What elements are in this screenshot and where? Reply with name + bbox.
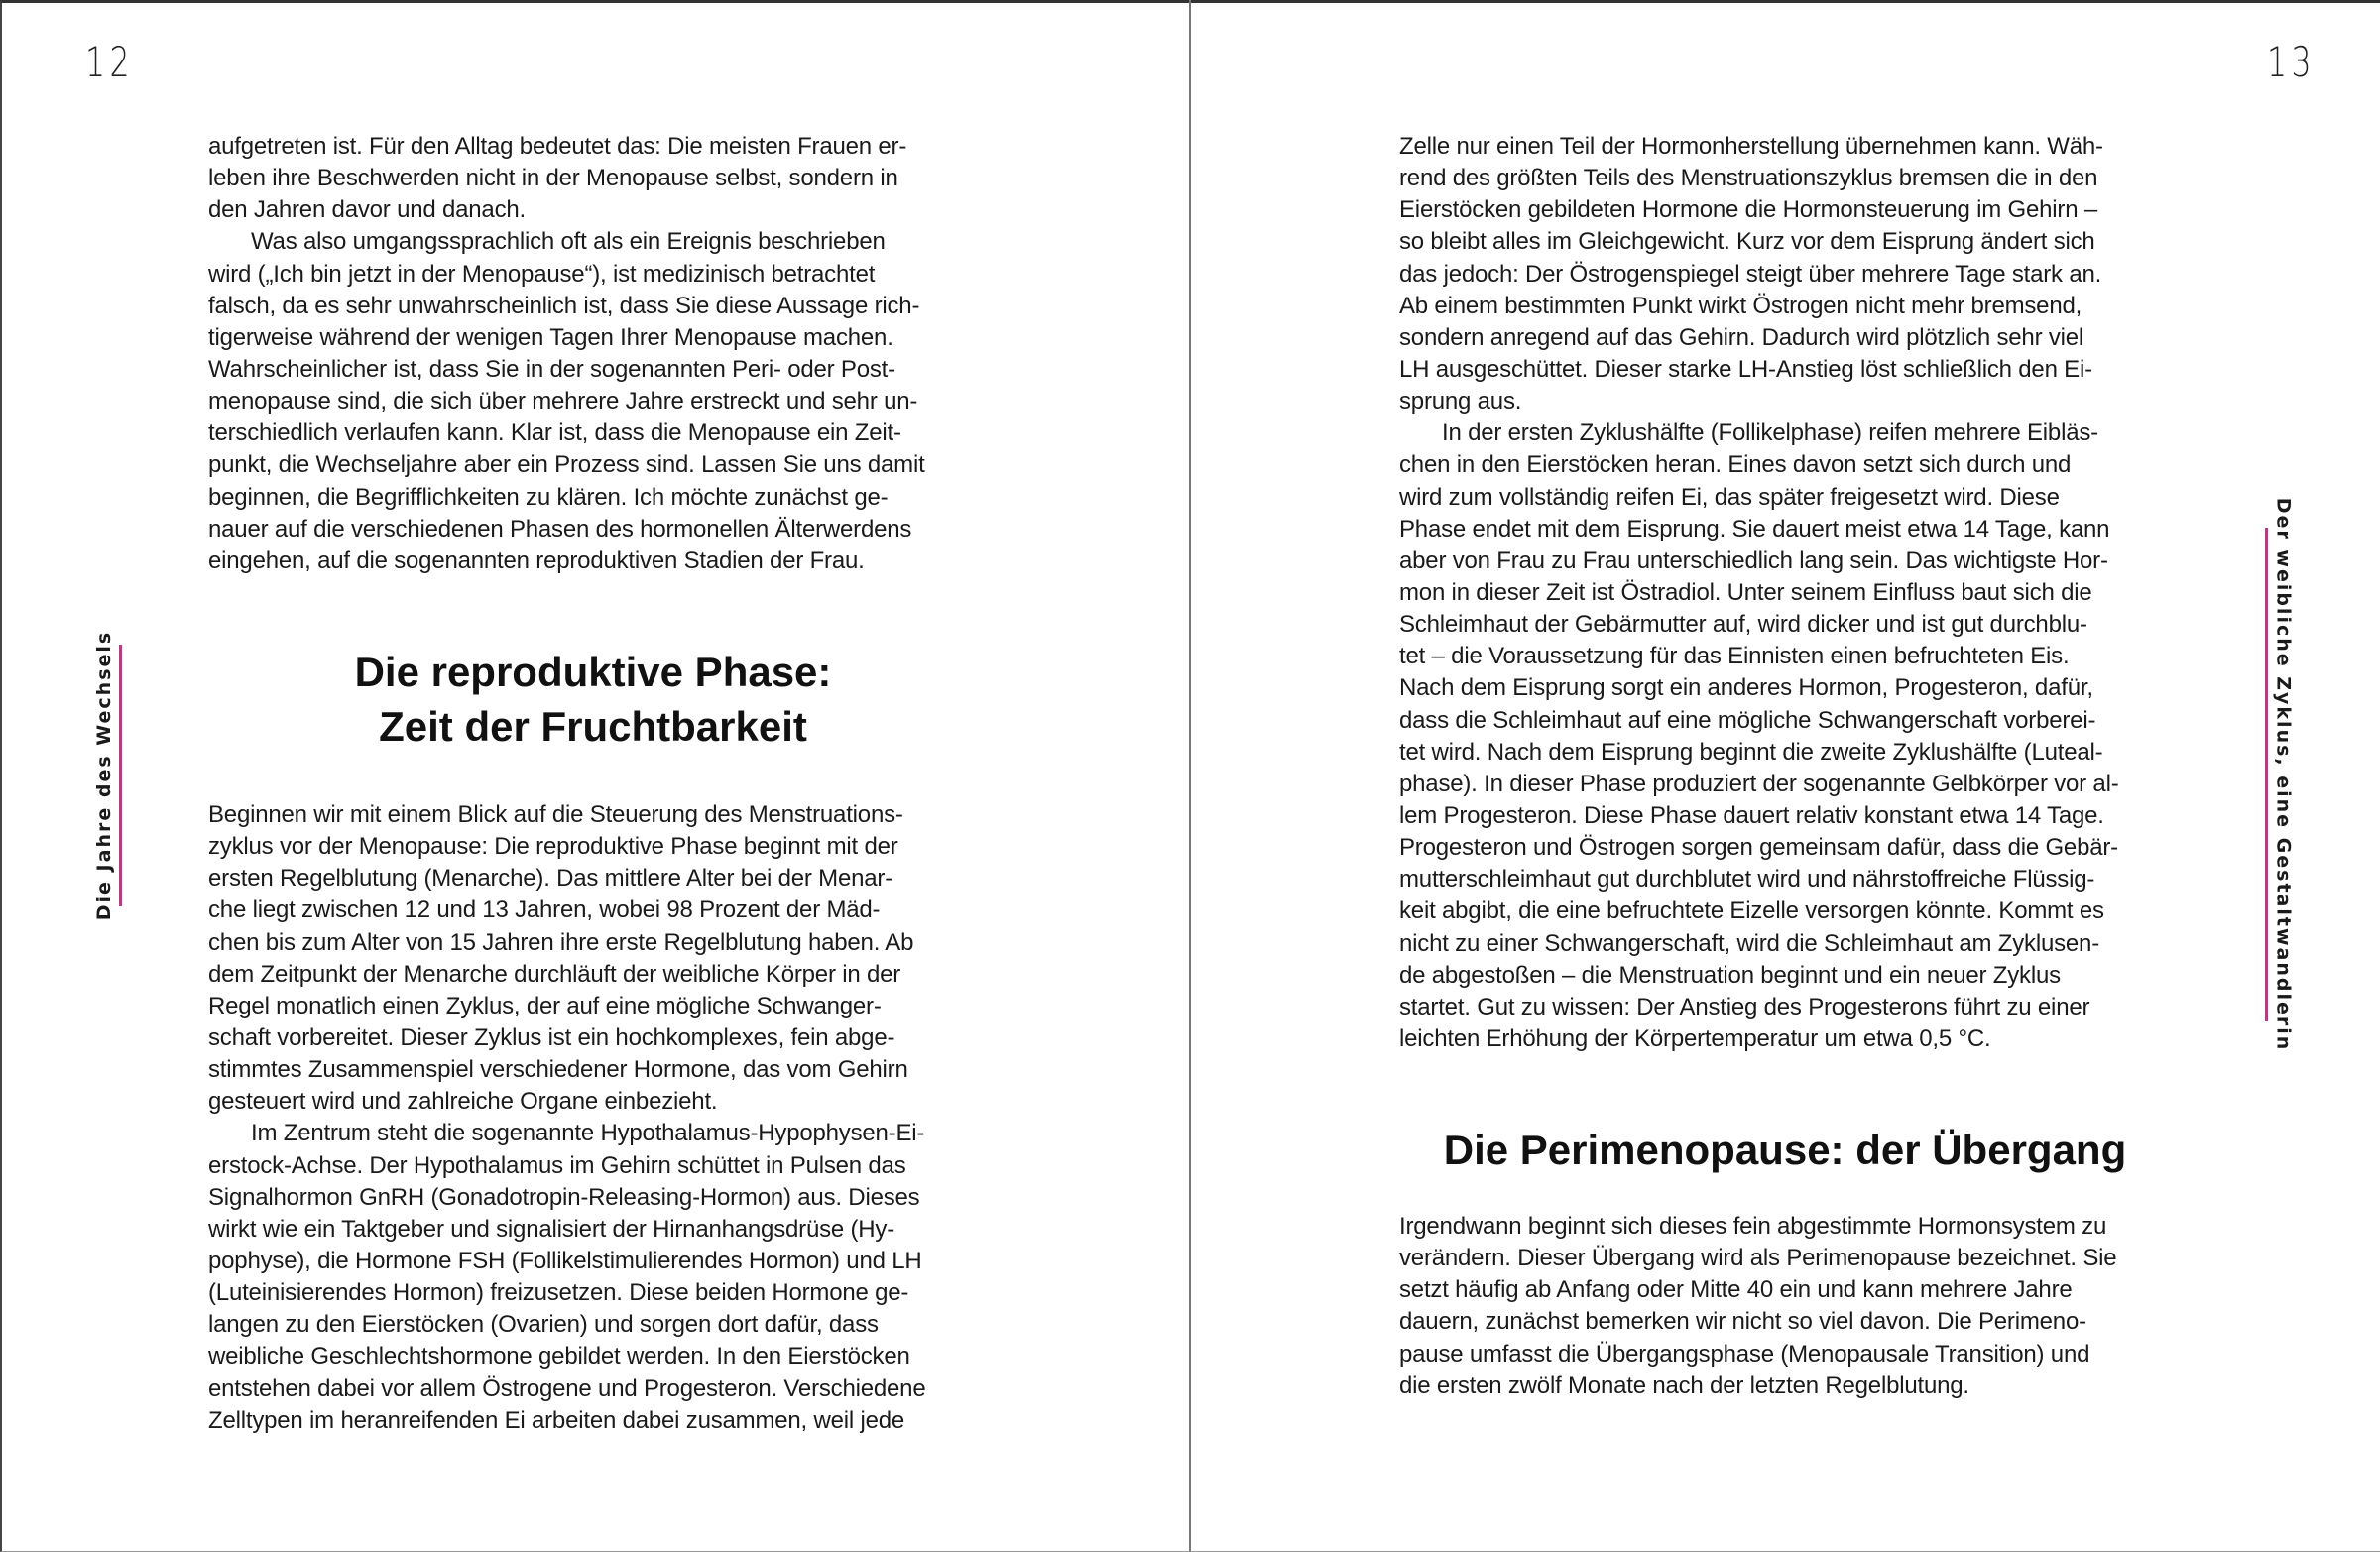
heading-line: Zeit der Fruchtbarkeit bbox=[379, 703, 807, 750]
text-line: zyklus vor der Menopause: Die reproduktive Phase beginnt mit der bbox=[208, 833, 898, 861]
text-line: wird zum vollständig reifen Ei, das später freigesetzt wird. Diese bbox=[1399, 483, 2060, 511]
text-line: mon in dieser Zeit ist Östradiol. Unter seinem Einfluss baut sich die bbox=[1399, 578, 2092, 606]
text-line: startet. Gut zu wissen: Der Anstieg des Progesterons führt zu einer bbox=[1399, 993, 2090, 1020]
text-line: eingehen, auf die sogenannten reproduktiven Stadien der Frau. bbox=[208, 546, 865, 574]
page-number-left: 12 bbox=[85, 38, 135, 86]
text-line: Beginnen wir mit einem Blick auf die Steuerung des Menstruations- bbox=[208, 801, 903, 828]
text-line: Eierstöcken gebildeten Hormone die Hormonsteuerung im Gehirn – bbox=[1399, 196, 2097, 224]
text-line: rend des größten Teils des Menstruationszyklus bremsen die in den bbox=[1399, 165, 2098, 192]
text-line: langen zu den Eierstöcken (Ovarien) und sorgen dort dafür, dass bbox=[208, 1311, 879, 1339]
text-line: die ersten zwölf Monate nach der letzten Regelblutung. bbox=[1399, 1372, 1969, 1399]
text-line: Signalhormon GnRH (Gonadotropin-Releasing-Hormon) aus. Dieses bbox=[208, 1183, 920, 1211]
text-line: menopause sind, die sich über mehrere Jahre erstreckt und sehr un- bbox=[208, 388, 918, 416]
text-line: beginnen, die Begrifflichkeiten zu klären. Ich möchte zunächst ge- bbox=[208, 483, 889, 511]
text-line: leben ihre Beschwerden nicht in der Menopause selbst, sondern in bbox=[208, 165, 898, 192]
text-line: tet wird. Nach dem Eisprung beginnt die zweite Zyklushälfte (Luteal- bbox=[1399, 738, 2103, 766]
text-line: pause umfasst die Übergangsphase (Menopausale Transition) und bbox=[1399, 1340, 2090, 1368]
text-line: chen bis zum Alter von 15 Jahren ihre erste Regelblutung haben. Ab bbox=[208, 928, 914, 956]
text-line: chen in den Eierstöcken heran. Eines davon setzt sich durch und bbox=[1399, 451, 2072, 479]
text-line: keit abgibt, die eine befruchtete Eizelle versorgen könnte. Kommt es bbox=[1399, 897, 2104, 925]
text-line: den Jahren davor und danach. bbox=[208, 196, 526, 224]
page-number-right: 13 bbox=[2267, 38, 2317, 86]
spine-divider bbox=[1189, 0, 1191, 1551]
text-line: entstehen dabei vor allem Östrogene und Progesteron. Verschiedene bbox=[208, 1374, 926, 1402]
text-line: aber von Frau zu Frau unterschiedlich lang sein. Das wichtigste Hor- bbox=[1399, 546, 2108, 574]
heading-line: Die reproduktive Phase: bbox=[354, 649, 832, 695]
text-line: Nach dem Eisprung sorgt ein anderes Hormon, Progesteron, dafür, bbox=[1399, 674, 2093, 702]
text-line: dass die Schleimhaut auf eine mögliche Schwangerschaft vorberei- bbox=[1399, 706, 2096, 734]
text-line: setzt häufig ab Anfang oder Mitte 40 ein und kann mehrere Jahre bbox=[1399, 1276, 2073, 1304]
text-line: tigerweise während der wenigen Tagen Ihrer Menopause machen. bbox=[208, 323, 893, 351]
text-line: nauer auf die verschiedenen Phasen des hormonellen Älterwerdens bbox=[208, 515, 912, 542]
right-text-block-2 bbox=[1399, 1211, 2183, 1402]
text-line: de abgestoßen – die Menstruation beginnt und ein neuer Zyklus bbox=[1399, 961, 2061, 989]
left-text-block-1 bbox=[208, 131, 992, 577]
text-line: sprung aus. bbox=[1399, 388, 1522, 416]
text-line: falsch, da es sehr unwahrscheinlich ist, dass Sie diese Aussage rich- bbox=[208, 292, 920, 319]
text-line: sondern anregend auf das Gehirn. Dadurch wird plötzlich sehr viel bbox=[1399, 323, 2084, 351]
text-line: mutterschleimhaut gut durchblutet wird und nährstoffreiche Flüssig- bbox=[1399, 866, 2095, 894]
text-line: wird („Ich bin jetzt in der Menopause“), ist medizinisch betrachtet bbox=[208, 260, 876, 288]
text-line: aufgetreten ist. Für den Alltag bedeutet das: Die meisten Frauen er- bbox=[208, 133, 907, 160]
section-heading-reproductive bbox=[147, 645, 1039, 754]
text-line: nicht zu einer Schwangerschaft, wird die Schleimhaut am Zyklusen- bbox=[1399, 929, 2099, 957]
text-line: weibliche Geschlechtshormone gebildet werden. In den Eierstöcken bbox=[208, 1343, 910, 1371]
text-line: (Luteinisierendes Hormon) freizusetzen. Diese beiden Hormone ge- bbox=[208, 1279, 909, 1307]
right-text-block-1 bbox=[1399, 131, 2183, 1055]
text-line: dauern, zunächst bemerken wir nicht so viel davon. Die Perimeno- bbox=[1399, 1308, 2086, 1336]
chapter-label: Die Jahre des Wechsels bbox=[93, 630, 115, 921]
text-line: Zelltypen im heranreifenden Ei arbeiten dabei zusammen, weil jede bbox=[208, 1406, 905, 1434]
text-line: punkt, die Wechseljahre aber ein Prozess sind. Lassen Sie uns damit bbox=[208, 451, 925, 479]
text-line: Irgendwann beginnt sich dieses fein abgestimmte Hormonsystem zu bbox=[1399, 1213, 2107, 1240]
text-line: tet – die Voraussetzung für das Einnisten einen befruchteten Eis. bbox=[1399, 643, 2070, 670]
running-header-right bbox=[2265, 497, 2298, 1052]
text-line: verändern. Dieser Übergang wird als Perimenopause bezeichnet. Sie bbox=[1399, 1245, 2117, 1272]
text-line: Im Zentrum steht die sogenannte Hypothalamus-Hypophysen-Ei- bbox=[251, 1120, 925, 1147]
text-line: In der ersten Zyklushälfte (Follikelphase) reifen mehrere Eibläs- bbox=[1442, 419, 2098, 447]
text-line: das jedoch: Der Östrogenspiegel steigt über mehrere Tage stark an. bbox=[1399, 260, 2102, 288]
text-line: pophyse), die Hormone FSH (Follikelstimulierendes Hormon) und LH bbox=[208, 1247, 922, 1274]
text-line: che liegt zwischen 12 und 13 Jahren, wobei 98 Prozent der Mäd- bbox=[208, 896, 881, 924]
text-line: wirkt wie ein Taktgeber und signalisiert der Hirnanhangsdrüse (Hy- bbox=[208, 1215, 895, 1243]
text-line: phase). In dieser Phase produziert der sogenannte Gelbkörper vor al- bbox=[1399, 770, 2119, 797]
text-line: stimmtes Zusammenspiel verschiedener Hormone, das vom Gehirn bbox=[208, 1056, 908, 1084]
text-line: so bleibt alles im Gleichgewicht. Kurz vor dem Eisprung ändert sich bbox=[1399, 228, 2095, 256]
text-line: Ab einem bestimmten Punkt wirkt Östrogen nicht mehr bremsend, bbox=[1399, 292, 2082, 319]
text-line: dem Zeitpunkt der Menarche durchläuft der weibliche Körper in der bbox=[208, 960, 901, 988]
running-header-left bbox=[89, 630, 122, 921]
text-line: LH ausgeschüttet. Dieser starke LH-Anstieg löst schließlich den Ei- bbox=[1399, 355, 2092, 383]
text-line: erstock-Achse. Der Hypothalamus im Gehirn schüttet in Pulsen das bbox=[208, 1151, 906, 1179]
text-line: Phase endet mit dem Eisprung. Sie dauert meist etwa 14 Tage, kann bbox=[1399, 515, 2110, 542]
section-label: Der weibliche Zyklus, eine Gestaltwandlerin bbox=[2272, 497, 2295, 1052]
text-line: Was also umgangssprachlich oft als ein Ereignis beschrieben bbox=[251, 228, 886, 256]
text-line: lem Progesteron. Diese Phase dauert relativ konstant etwa 14 Tage. bbox=[1399, 801, 2104, 829]
text-line: Regel monatlich einen Zyklus, der auf eine mögliche Schwanger- bbox=[208, 992, 882, 1019]
text-line: gesteuert wird und zahlreiche Organe einbezieht. bbox=[208, 1088, 718, 1116]
section-heading-perimenopause bbox=[1339, 1123, 2231, 1177]
text-line: Schleimhaut der Gebärmutter auf, wird dicker und ist gut durchblu- bbox=[1399, 611, 2087, 639]
heading-line: Die Perimenopause: der Übergang bbox=[1443, 1127, 2127, 1173]
text-line: leichten Erhöhung der Körpertemperatur um etwa 0,5 °C. bbox=[1399, 1024, 1991, 1052]
text-line: schaft vorbereitet. Dieser Zyklus ist ein hochkomplexes, fein abge- bbox=[208, 1023, 895, 1051]
text-line: ersten Regelblutung (Menarche). Das mittlere Alter bei der Menar- bbox=[208, 865, 892, 893]
text-line: Progesteron und Östrogen sorgen gemeinsam dafür, dass die Gebär- bbox=[1399, 834, 2118, 862]
left-text-block-2 bbox=[208, 799, 992, 1437]
text-line: terschiedlich verlaufen kann. Klar ist, dass die Menopause ein Zeit- bbox=[208, 419, 901, 447]
text-line: Zelle nur einen Teil der Hormonherstellung übernehmen kann. Wäh- bbox=[1399, 133, 2103, 160]
text-line: Wahrscheinlicher ist, dass Sie in der sogenannten Peri- oder Post- bbox=[208, 355, 895, 383]
